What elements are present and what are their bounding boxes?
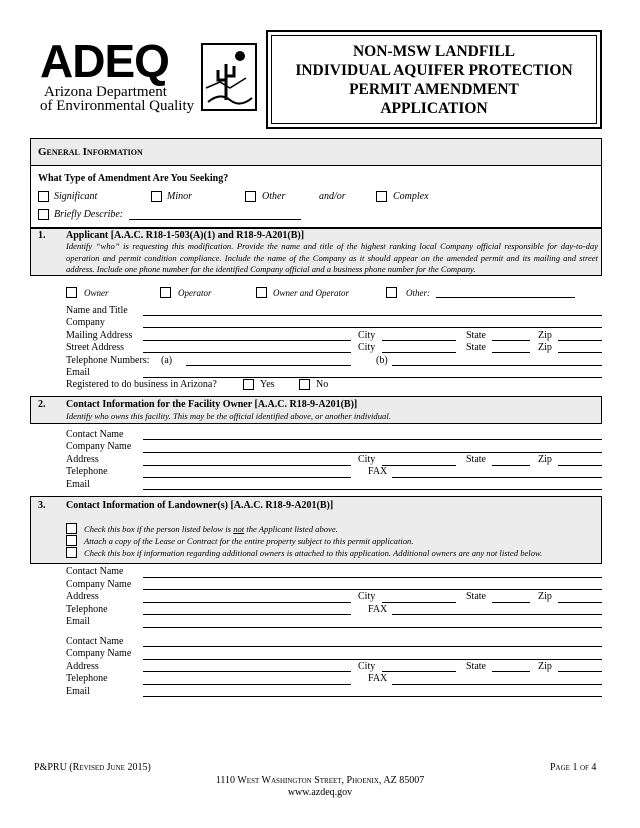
phone-b-input[interactable] <box>392 365 602 366</box>
attach-lease-checkbox[interactable] <box>66 535 77 546</box>
s3a-city-label: City <box>358 591 376 602</box>
mailing-address-label: Mailing Address <box>66 330 133 341</box>
not-applicant-checkbox[interactable] <box>66 523 77 534</box>
s3b-fax-label: FAX <box>368 673 388 684</box>
s3a-state-input[interactable] <box>492 602 530 603</box>
s2-state-input[interactable] <box>492 465 530 466</box>
street-address-input[interactable] <box>143 352 351 353</box>
s2-address-input[interactable] <box>143 465 351 466</box>
email-input[interactable] <box>143 377 602 378</box>
s2-state-label: State <box>466 454 486 465</box>
street-state-input[interactable] <box>492 352 530 353</box>
s1-title: Applicant [A.A.C. R18-1-503(A)(1) and R18-9-A201(B)] <box>66 230 305 241</box>
not-applicant-text-post: the Applicant listed above. <box>244 524 338 534</box>
s3-number: 3. <box>38 500 46 511</box>
briefly-describe-label: Briefly Describe: <box>54 209 124 220</box>
mailing-address-input[interactable] <box>143 340 351 341</box>
s2-telephone-input[interactable] <box>143 477 351 478</box>
other-role-label: Other: <box>406 288 430 298</box>
briefly-describe-input[interactable] <box>129 219 301 220</box>
street-state-label: State <box>466 342 486 353</box>
mailing-state-input[interactable] <box>492 340 530 341</box>
name-title-label: Name and Title <box>66 305 128 316</box>
s3a-email-label: Email <box>66 616 90 627</box>
name-title-input[interactable] <box>143 315 602 316</box>
mailing-city-input[interactable] <box>382 340 456 341</box>
org-name-line1: Arizona Department <box>44 84 167 100</box>
briefly-describe-checkbox[interactable] <box>38 209 49 220</box>
s3a-contact-name-label: Contact Name <box>66 566 124 577</box>
amendment-question: What Type of Amendment Are You Seeking? <box>38 173 229 184</box>
s3b-city-input[interactable] <box>382 671 456 672</box>
phone-a-input[interactable] <box>186 365 351 366</box>
not-applicant-label <box>84 523 338 535</box>
page-number: Page 1 of 4 <box>550 762 597 773</box>
registered-no-checkbox[interactable] <box>299 379 310 390</box>
s2-city-input[interactable] <box>382 465 456 466</box>
street-city-input[interactable] <box>382 352 456 353</box>
complex-checkbox[interactable] <box>376 191 387 202</box>
not-applicant-text-pre: Check this box if the person listed below is <box>84 524 234 534</box>
registered-yes-checkbox[interactable] <box>243 379 254 390</box>
other-checkbox[interactable] <box>245 191 256 202</box>
email-label: Email <box>66 367 90 378</box>
s3a-email-input[interactable] <box>143 627 602 628</box>
owner-label: Owner <box>84 288 109 298</box>
s2-contact-name-input[interactable] <box>143 439 602 440</box>
s3a-company-name-label: Company Name <box>66 579 132 590</box>
minor-checkbox[interactable] <box>151 191 162 202</box>
s3b-address-input[interactable] <box>143 671 351 672</box>
s3b-email-input[interactable] <box>143 696 602 697</box>
additional-owners-checkbox[interactable] <box>66 547 77 558</box>
other-label: Other <box>262 191 286 202</box>
s3b-state-label: State <box>466 661 486 672</box>
s3b-zip-label: Zip <box>538 661 552 672</box>
registered-question: Registered to do business in Arizona? <box>66 379 217 390</box>
logo-wordmark: ADEQ <box>40 35 169 87</box>
title-line-3: PERMIT AMENDMENT <box>349 80 519 98</box>
s3a-zip-label: Zip <box>538 591 552 602</box>
s2-zip-input[interactable] <box>558 465 602 466</box>
s2-title: Contact Information for the Facility Owner [A.A.C. R18-9-A201(B)] <box>66 399 358 410</box>
s2-telephone-label: Telephone <box>66 466 108 477</box>
mailing-state-label: State <box>466 330 486 341</box>
title-line-1: NON-MSW LANDFILL <box>352 42 516 60</box>
other-role-checkbox[interactable] <box>386 287 397 298</box>
operator-checkbox[interactable] <box>160 287 171 298</box>
saguaro-emblem-icon <box>200 42 258 112</box>
general-heading: General Information <box>38 146 143 158</box>
s3b-address-label: Address <box>66 661 99 672</box>
s1-description: Identify “who” is requesting this modification. Provide the name and title of the highest ranking local Company official responsible for day-to-day operation and permit condition compliance. Include the name of the Company as it should appear on the amended permit and its mailing and street address. Include one phone number for the identified Company official and a business phone number for the Company. <box>66 241 598 274</box>
s2-address-label: Address <box>66 454 99 465</box>
s3b-zip-input[interactable] <box>558 671 602 672</box>
company-input[interactable] <box>143 327 602 328</box>
attach-lease-label: Attach a copy of the Lease or Contract for the entire property subject to this permit application. <box>84 536 414 546</box>
s3a-company-name-input[interactable] <box>143 589 602 590</box>
s3a-fax-label: FAX <box>368 604 388 615</box>
form-id: P&PRU (Revised June 2015) <box>34 762 151 773</box>
operator-label: Operator <box>178 288 212 298</box>
s3b-city-label: City <box>358 661 376 672</box>
s3a-fax-input[interactable] <box>392 614 602 615</box>
s3a-city-input[interactable] <box>382 602 456 603</box>
registered-no-label: No <box>316 379 329 390</box>
s2-zip-label: Zip <box>538 454 552 465</box>
s3b-company-name-input[interactable] <box>143 659 602 660</box>
s3a-zip-input[interactable] <box>558 602 602 603</box>
form-title <box>271 35 597 124</box>
s2-city-label: City <box>358 454 376 465</box>
s2-company-name-input[interactable] <box>143 452 602 453</box>
s2-email-input[interactable] <box>143 489 602 490</box>
s2-company-name-label: Company Name <box>66 441 132 452</box>
mailing-city-label: City <box>358 330 376 341</box>
owner-operator-label: Owner and Operator <box>273 288 349 298</box>
street-address-label: Street Address <box>66 342 125 353</box>
org-name-line2: of Environmental Quality <box>40 98 195 114</box>
street-zip-input[interactable] <box>558 352 602 353</box>
adeq-logo <box>40 36 262 122</box>
telephone-numbers-label: Telephone Numbers: <box>66 355 150 366</box>
s3b-contact-name-label: Contact Name <box>66 636 124 647</box>
footer-address: 1110 West Washington Street, Phoenix, AZ 85007 <box>215 775 425 786</box>
s2-email-label: Email <box>66 479 90 490</box>
significant-label: Significant <box>54 191 98 202</box>
s2-description: Identify who owns this facility. This may be the official identified above, or another individual. <box>66 411 391 421</box>
s2-fax-input[interactable] <box>392 477 602 478</box>
significant-checkbox[interactable] <box>38 191 49 202</box>
s3b-contact-name-input[interactable] <box>143 646 602 647</box>
s3a-telephone-input[interactable] <box>143 614 351 615</box>
s3b-company-name-label: Company Name <box>66 648 132 659</box>
s3b-email-label: Email <box>66 686 90 697</box>
footer-website[interactable]: www.azdeq.gov <box>287 787 353 798</box>
s3b-telephone-label: Telephone <box>66 673 108 684</box>
minor-label: Minor <box>167 191 192 202</box>
complex-label: Complex <box>393 191 429 202</box>
street-zip-label: Zip <box>538 342 552 353</box>
s2-contact-name-label: Contact Name <box>66 429 124 440</box>
s3b-state-input[interactable] <box>492 671 530 672</box>
mailing-zip-label: Zip <box>538 330 552 341</box>
registered-yes-label: Yes <box>260 379 275 390</box>
owner-checkbox[interactable] <box>66 287 77 298</box>
title-line-2: INDIVIDUAL AQUIFER PROTECTION <box>295 61 573 79</box>
s3a-address-label: Address <box>66 591 99 602</box>
s3a-state-label: State <box>466 591 486 602</box>
additional-owners-label: Check this box if information regarding additional owners is attached to this application. Additional owners are any not listed below. <box>84 548 543 558</box>
s3b-telephone-input[interactable] <box>143 684 351 685</box>
phone-b-label: (b) <box>376 355 388 366</box>
company-label: Company <box>66 317 105 328</box>
s3a-contact-name-input[interactable] <box>143 577 602 578</box>
s3a-telephone-label: Telephone <box>66 604 108 615</box>
s3a-address-input[interactable] <box>143 602 351 603</box>
not-applicant-text-not: not <box>233 524 245 534</box>
s1-number: 1. <box>38 230 46 241</box>
street-city-label: City <box>358 342 376 353</box>
andor-text: and/or <box>319 191 346 202</box>
other-role-input[interactable] <box>436 297 575 298</box>
owner-operator-checkbox[interactable] <box>256 287 267 298</box>
s3-title: Contact Information of Landowner(s) [A.A.C. R18-9-A201(B)] <box>66 500 334 511</box>
s2-number: 2. <box>38 399 46 410</box>
title-line-4: APPLICATION <box>380 99 488 117</box>
mailing-zip-input[interactable] <box>558 340 602 341</box>
s2-fax-label: FAX <box>368 466 388 477</box>
s3b-fax-input[interactable] <box>392 684 602 685</box>
phone-a-label: (a) <box>161 355 173 366</box>
